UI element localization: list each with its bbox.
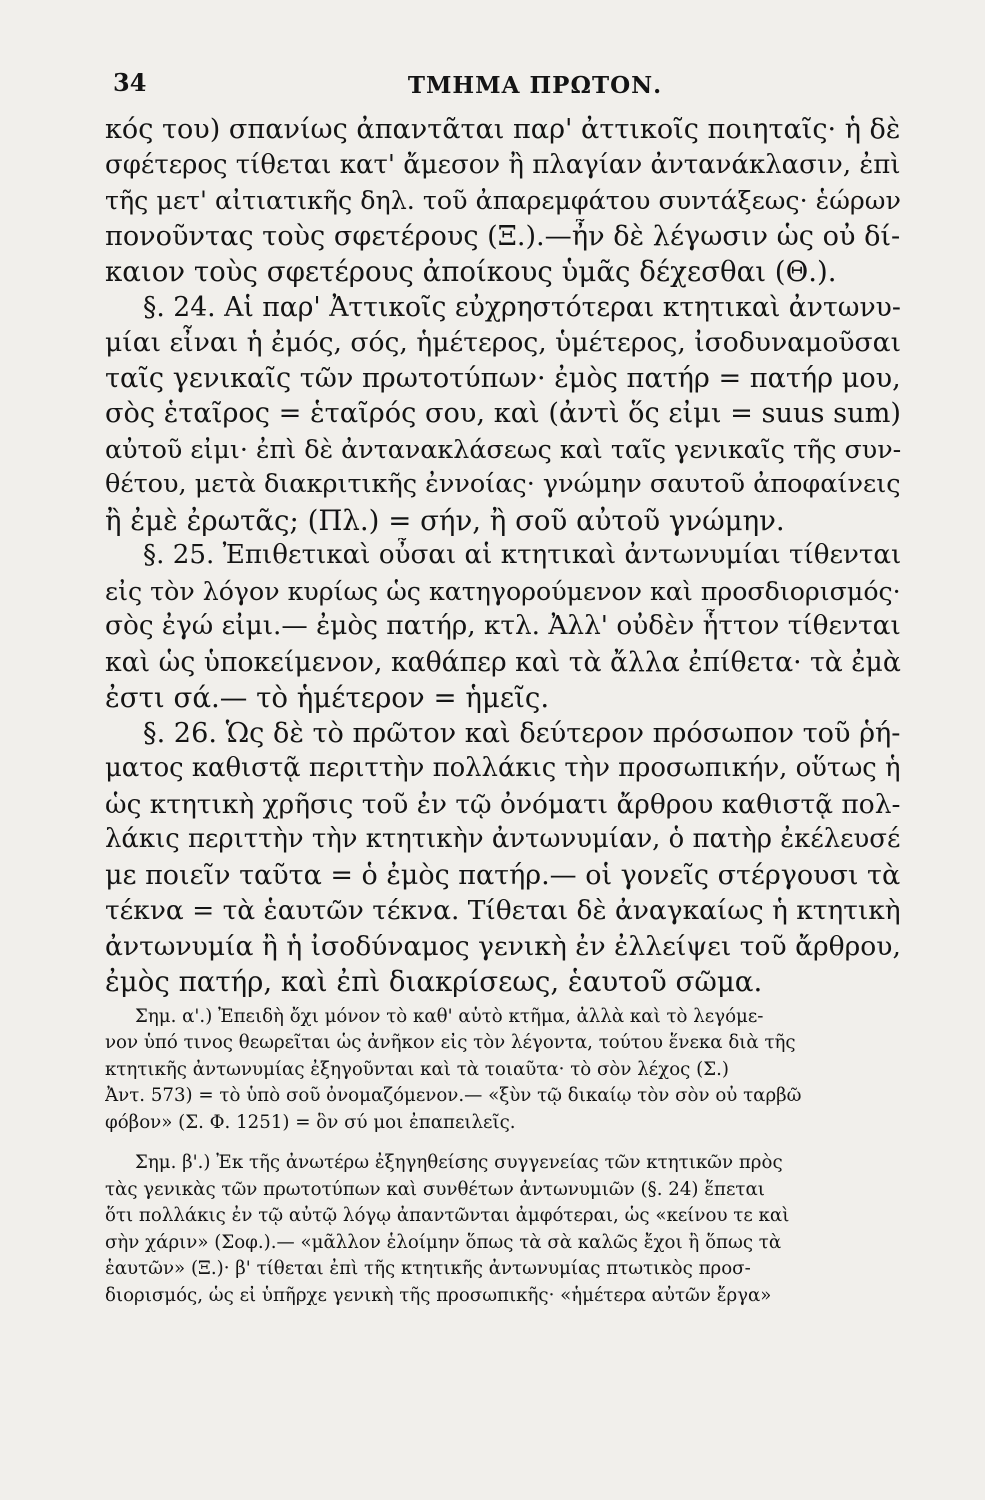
text-line: ἀντωνυμία ἢ ἡ ἰσοδύναμος γενικὴ ἐν ἐλλείψει τοῦ ἄρθρου, bbox=[105, 930, 901, 962]
text-line: ἐμὸς πατήρ, καὶ ἐπὶ διακρίσεως, ἑαυτοῦ σῶμα. bbox=[105, 965, 763, 998]
running-title: ΤΜΗΜΑ ΠΡΩΤΟΝ. bbox=[407, 72, 663, 99]
text-line: σφέτερος τίθεται κατ' ἄμεσον ἢ πλαγίαν ἀντανάκλασιν, ἐπὶ bbox=[105, 149, 901, 180]
text-line: §. 24. Αἱ παρ' Ἀττικοῖς εὐχρηστότεραι κτητικαὶ ἀντωνυ- bbox=[143, 291, 901, 323]
footnote-line: σὴν χάριν» (Σοφ.).— «μᾶλλον ἑλοίμην ὅπως τὰ σὰ καλῶς ἔχοι ἢ ὅπως τὰ bbox=[105, 1231, 782, 1253]
text-line: ταῖς γενικαῖς τῶν πρωτοτύπων· ἐμὸς πατήρ = πατήρ μου, bbox=[105, 362, 901, 394]
page-number: 34 bbox=[113, 68, 147, 97]
text-line: §. 25. Ἐπιθετικαὶ οὖσαι αἱ κτητικαὶ ἀντωνυμίαι τίθενται bbox=[143, 540, 902, 570]
text-line: λάκις περιττὴν τὴν κτητικὴν ἀντωνυμίαν, ὁ πατὴρ ἐκέλευσέ bbox=[105, 824, 901, 854]
text-line: ἢ ἐμὲ ἐρωτᾶς; (Πλ.) = σήν, ἢ σοῦ αὐτοῦ γνώμην. bbox=[105, 503, 785, 537]
footnote-line: κτητικῆς ἀντωνυμίας ἐξηγοῦνται καὶ τὰ τοιαῦτα· τὸ σὸν λέχος (Σ.) bbox=[105, 1058, 729, 1080]
text-line: αὐτοῦ εἰμι· ἐπὶ δὲ ἀντανακλάσεως καὶ ταῖς γενικαῖς τῆς συν- bbox=[105, 433, 902, 464]
footnote-line: ἑαυτῶν» (Ξ.)· β' τίθεται ἐπὶ τῆς κτητικῆς ἀντωνυμίας πτωτικὸς προσ- bbox=[105, 1258, 751, 1279]
footnotes bbox=[105, 1004, 905, 1310]
text-line: τέκνα = τὰ ἑαυτῶν τέκνα. Τίθεται δὲ ἀναγκαίως ἡ κτητικὴ bbox=[105, 895, 901, 926]
text-line: τῆς μετ' αἰτιατικῆς δηλ. τοῦ ἀπαρεμφάτου συντάξεως· ἑώρων bbox=[105, 185, 901, 215]
main-text bbox=[105, 112, 905, 1000]
footnote-line: διορισμός, ὡς εἰ ὑπῆρχε γενικὴ τῆς προσωπικῆς· «ἡμέτερα αὐτῶν ἔργα» bbox=[105, 1284, 772, 1306]
text-line: ὡς κτητικὴ χρῆσις τοῦ ἐν τῷ ὀνόματι ἄρθρου καθιστᾷ πολ- bbox=[105, 788, 901, 820]
footnote-line: ὅτι πολλάκις ἐν τῷ αὐτῷ λόγῳ ἀπαντῶνται ἀμφότεραι, ὡς «κείνου τε καὶ bbox=[105, 1205, 790, 1226]
note-gap bbox=[105, 1136, 905, 1150]
text-line: ἐστι σά.— τὸ ἡμέτερον = ἡμεῖς. bbox=[105, 681, 550, 714]
text-line: πονοῦντας τοὺς σφετέρους (Ξ.).—ἦν δὲ λέγωσιν ὡς οὐ δί- bbox=[105, 220, 901, 252]
text-line: ματος καθιστᾷ περιττὴν πολλάκις τὴν προσωπικήν, οὕτως ἡ bbox=[105, 753, 901, 783]
text-line: με ποιεῖν ταῦτα = ὁ ἐμὸς πατήρ.— οἱ γονεῖς στέργουσι τὰ bbox=[105, 859, 901, 891]
footnote-line: Ἀντ. 573) = τὸ ὑπὸ σοῦ ὀνομαζόμενον.— «ξὺν τῷ δικαίῳ τὸν σὸν οὐ ταρβῶ bbox=[105, 1085, 802, 1106]
text-line: σὸς ἑταῖρος = ἑταῖρός σου, καὶ (ἀντὶ ὅς εἰμι = suus sum) bbox=[105, 398, 901, 429]
footnote-line: Σημ. β'.) Ἐκ τῆς ἀνωτέρω ἐξηγηθείσης συγγενείας τῶν κτητικῶν πρὸς bbox=[135, 1152, 783, 1173]
text-line: μίαι εἶναι ἡ ἐμός, σός, ἡμέτερος, ὑμέτερος, ἰσοδυναμοῦσαι bbox=[105, 327, 901, 358]
text-line: §. 26. Ὡς δὲ τὸ πρῶτον καὶ δεύτερον πρόσωπον τοῦ ῥή- bbox=[143, 717, 901, 749]
footnote-line: Σημ. α'.) Ἐπειδὴ ὄχι μόνον τὸ καθ' αὑτὸ κτῆμα, ἀλλὰ καὶ τὸ λεγόμε- bbox=[135, 1005, 764, 1027]
text-line: κός του) σπανίως ἀπαντᾶται παρ' ἀττικοῖς ποιηταῖς· ἡ δὲ bbox=[105, 114, 901, 145]
text-line: καιον τοὺς σφετέρους ἀποίκους ὑμᾶς δέχεσθαι (Θ.). bbox=[105, 255, 837, 288]
footnote-line: νον ὑπό τινος θεωρεῖται ὡς ἀνῆκον εἰς τὸν λέγοντα, τούτου ἕνεκα διὰ τῆς bbox=[105, 1032, 796, 1053]
footnote-line: τὰς γενικὰς τῶν πρωτοτύπων καὶ συνθέτων ἀντωνυμιῶν (§. 24) ἕπεται bbox=[105, 1178, 765, 1200]
text-line: σὸς ἐγώ εἰμι.— ἐμὸς πατήρ, κτλ. Ἀλλ' οὐδὲν ἧττον τίθενται bbox=[105, 611, 901, 641]
footnote-line: φόβον» (Σ. Φ. 1251) = ὃν σύ μοι ἐπαπειλεῖς. bbox=[105, 1111, 516, 1133]
text-line: εἰς τὸν λόγον κυρίως ὡς κατηγορούμενον καὶ προσδιορισμός· bbox=[105, 576, 901, 606]
text-line: καὶ ὡς ὑποκείμενον, καθάπερ καὶ τὰ ἄλλα ἐπίθετα· τὰ ἐμὰ bbox=[105, 646, 901, 678]
running-head bbox=[105, 68, 905, 112]
text-line: θέτου, μετὰ διακριτικῆς ἐννοίας· γνώμην σαυτοῦ ἀποφαίνεις bbox=[105, 469, 901, 499]
